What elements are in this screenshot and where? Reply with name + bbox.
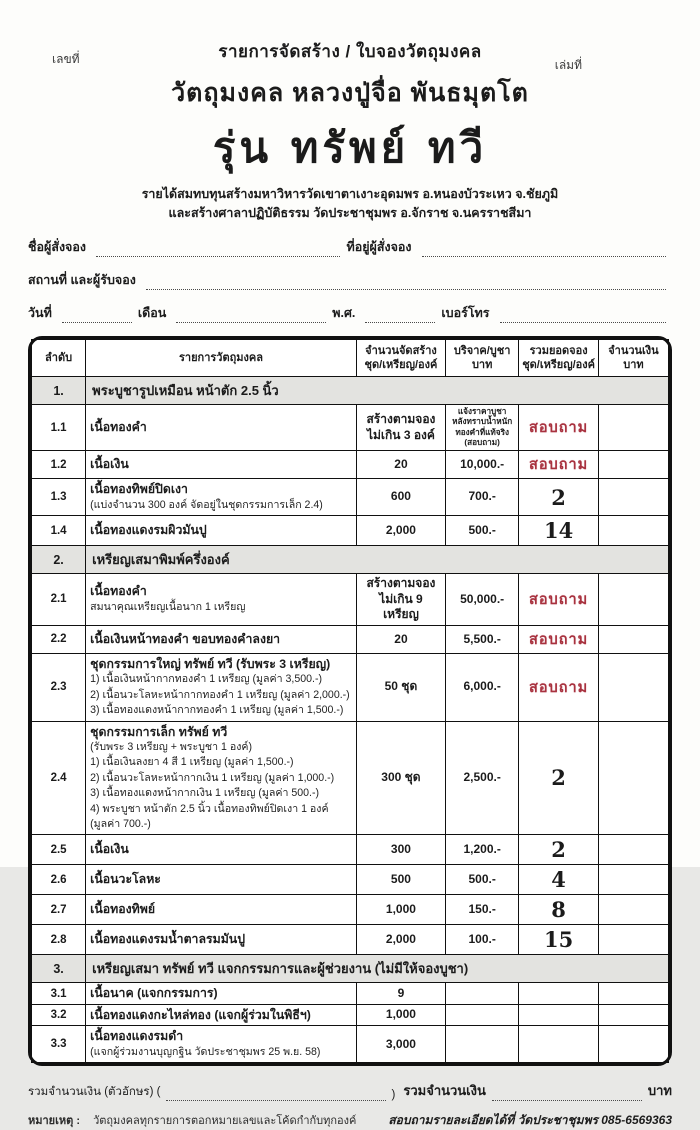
col-header-5: จำนวนเงิน บาท [598, 339, 668, 377]
item-row [32, 983, 669, 1005]
reserved-total-cell[interactable] [519, 451, 599, 479]
item-number: 2.8 [32, 925, 86, 955]
place-field[interactable] [146, 275, 666, 290]
quantity-made: 300 [356, 835, 445, 865]
amount-cell[interactable] [598, 983, 668, 1005]
order-table-body [32, 377, 669, 1063]
place-label: สถานที่ และผู้รับจอง [28, 272, 136, 287]
total-in-words-field[interactable] [166, 1088, 385, 1101]
section-number: 2. [32, 546, 86, 574]
quantity-made: 600 [356, 479, 445, 516]
quantity-made: สร้างตามจอง ไม่เกิน 3 องค์ [356, 405, 445, 451]
amount-cell[interactable] [598, 516, 668, 546]
header-row [32, 339, 669, 377]
quantity-made: 2,000 [356, 925, 445, 955]
item-row [32, 405, 669, 451]
orderer-name-field[interactable] [96, 242, 340, 257]
date-field[interactable] [62, 308, 132, 323]
item-number: 2.5 [32, 835, 86, 865]
item-row [32, 653, 669, 721]
reserved-total-cell[interactable] [519, 895, 599, 925]
total-line [28, 1080, 672, 1101]
col-header-1: รายการวัตถุมงคล [86, 339, 357, 377]
item-row [32, 451, 669, 479]
total-amount-label: รวมจำนวนเงิน [403, 1083, 486, 1099]
doc-number-label: เลขที่ [52, 52, 80, 66]
donation-price: 1,200.- [446, 835, 519, 865]
book-number-label: เล่มที่ [554, 58, 582, 72]
section-title: พระบูชารูปเหมือน หน้าตัก 2.5 นิ้ว [86, 377, 669, 405]
donation-price: 10,000.- [446, 451, 519, 479]
item-description: ชุดกรรมการเล็ก ทรัพย์ ทวี (รับพระ 3 เหรียญ + พระบูชา 1 องค์) 1) เนื้อเงินลงยา 4 สี 1 เหรียญ (มูลค่า 1,500.-) 2) เนื้อนวะโลหะหน้ากากเงิน 1 เหรียญ (มูลค่า 1,000.-) 3) เนื้อทองแดงหน้ากากเงิน 1 เหรียญ (มูลค่า 500.-) 4) พระบูชา หน้าตัก 2.5 นิ้ว เนื้อทองทิพย์ปิดเงา 1 องค์ (มูลค่า 700.-) [86, 721, 357, 835]
orderer-name-line [28, 237, 672, 257]
purpose-text [0, 185, 700, 223]
reserved-count-value: 2 [551, 484, 566, 510]
item-number: 3.2 [32, 1004, 86, 1026]
ask-price-stamp: สอบถาม [528, 679, 589, 696]
item-number: 1.4 [32, 516, 86, 546]
ask-price-stamp: สอบถาม [528, 591, 589, 608]
reserved-total-cell[interactable] [519, 721, 599, 835]
item-row [32, 574, 669, 626]
donation-price [446, 1004, 519, 1026]
edition-title: รุ่น ทรัพย์ ทวี [212, 123, 488, 172]
item-row [32, 625, 669, 653]
note-text: วัตถุมงคลทุกรายการตอกหมายเลขและโค้ดกำกับทุกองค์ [93, 1115, 357, 1128]
phone-field[interactable] [500, 308, 667, 323]
reserved-total-cell[interactable] [519, 574, 599, 626]
amount-cell[interactable] [598, 479, 668, 516]
reserved-count-value: 15 [543, 927, 574, 953]
donation-price: 50,000.- [446, 574, 519, 626]
section-title: เหรียญเสมาพิมพ์ครึ่งองค์ [86, 546, 669, 574]
order-table [31, 339, 669, 1064]
quantity-made: 1,000 [356, 1004, 445, 1026]
reserved-total-cell[interactable] [519, 835, 599, 865]
quantity-made: 50 ชุด [356, 653, 445, 721]
reserved-total-cell[interactable] [519, 479, 599, 516]
col-header-4: รวมยอดจอง ชุด/เหรียญ/องค์ [519, 339, 599, 377]
item-number: 3.3 [32, 1026, 86, 1063]
donation-price: 700.- [446, 479, 519, 516]
reserved-total-cell[interactable] [519, 1004, 599, 1026]
form-header [0, 0, 700, 223]
total-in-words-label: รวมจำนวนเงิน (ตัวอักษร) ( [28, 1086, 161, 1099]
amount-cell[interactable] [598, 653, 668, 721]
item-description: เนื้อนวะโลหะ [86, 865, 357, 895]
item-number: 2.6 [32, 865, 86, 895]
month-label: เดือน [137, 305, 167, 320]
quantity-made: 2,000 [356, 516, 445, 546]
quantity-made: สร้างตามจอง ไม่เกิน 9 เหรียญ [356, 574, 445, 626]
section-row [32, 377, 669, 405]
quantity-made: 20 [356, 625, 445, 653]
section-title: เหรียญเสมา ทรัพย์ ทวี แจกกรรมการและผู้ช่วยงาน (ไม่มีให้จองบูชา) [86, 955, 669, 983]
donation-price: 500.- [446, 865, 519, 895]
purpose-line-1: รายได้สมทบทุนสร้างมหาวิหารวัดเขาตาเงาะอุดมพร อ.หนองบัวระเหว จ.ชัยภูมิ [141, 187, 559, 201]
item-row [32, 479, 669, 516]
orderer-name-label: ชื่อผู้สั่งจอง [28, 239, 86, 254]
orderer-info-section [28, 237, 672, 323]
reserved-total-cell[interactable] [519, 653, 599, 721]
item-number: 2.1 [32, 574, 86, 626]
amount-cell[interactable] [598, 835, 668, 865]
quantity-made: 300 ชุด [356, 721, 445, 835]
section-row [32, 546, 669, 574]
reserved-count-value: 8 [551, 897, 566, 923]
reserved-total-cell[interactable] [519, 405, 599, 451]
quantity-made: 500 [356, 865, 445, 895]
reserved-total-cell[interactable] [519, 516, 599, 546]
note-label: หมายเหตุ : [28, 1115, 80, 1128]
amount-cell[interactable] [598, 1026, 668, 1063]
item-number: 2.7 [32, 895, 86, 925]
item-number: 1.1 [32, 405, 86, 451]
orderer-address-field[interactable] [422, 242, 666, 257]
year-label: พ.ศ. [332, 305, 356, 320]
total-amount-field[interactable] [492, 1088, 642, 1101]
item-description: เนื้อเงินหน้าทองคำ ขอบทองคำลงยา [86, 625, 357, 653]
donation-price: 500.- [446, 516, 519, 546]
item-row [32, 516, 669, 546]
amount-cell[interactable] [598, 1004, 668, 1026]
reserved-total-cell[interactable] [519, 865, 599, 895]
item-row [32, 925, 669, 955]
item-number: 2.3 [32, 653, 86, 721]
item-description: เนื้อทองแดงรมน้ำตาลรมมันปู [86, 925, 357, 955]
item-number: 2.2 [32, 625, 86, 653]
purpose-line-2: และสร้างศาลาปฏิบัติธรรม วัดประชาชุมพร อ.จักราช จ.นครราชสีมา [168, 205, 532, 220]
baht-label: บาท [647, 1083, 672, 1099]
donation-price [446, 1026, 519, 1063]
ask-price-stamp: สอบถาม [528, 631, 589, 648]
item-row [32, 835, 669, 865]
amount-cell[interactable] [598, 451, 668, 479]
item-number: 1.2 [32, 451, 86, 479]
reserved-count-value: 2 [551, 837, 566, 863]
item-row [32, 1026, 669, 1063]
item-row [32, 1004, 669, 1026]
note-line [28, 1111, 672, 1130]
item-number: 2.4 [32, 721, 86, 835]
ask-price-stamp: สอบถาม [528, 457, 589, 474]
total-in-words-close: ) [391, 1089, 396, 1102]
item-description: ชุดกรรมการใหญ่ ทรัพย์ ทวี (รับพระ 3 เหรียญ) 1) เนื้อเงินหน้ากากทองคำ 1 เหรียญ (มูลค่า 3,500.-) 2) เนื้อนวะโลหะหน้ากากทองคำ 1 เหรียญ (มูลค่า 2,000.-) 3) เนื้อทองแดงหน้ากากทองคำ 1 เหรียญ (มูลค่า 1,500.-) [86, 653, 357, 721]
order-table-wrap [28, 336, 672, 1067]
amount-cell[interactable] [598, 625, 668, 653]
reserved-total-cell[interactable] [519, 925, 599, 955]
donation-price [446, 983, 519, 1005]
section-row [32, 955, 669, 983]
item-description: เนื้อทองแดงกะไหล่ทอง (แจกผู้ร่วมในพิธีฯ) [86, 1004, 357, 1026]
reserved-total-cell[interactable] [519, 625, 599, 653]
date-label: วันที่ [28, 305, 52, 320]
contact-info: สอบถามรายละเอียดได้ที่ วัดประชาชุมพร 085-6569363 [388, 1113, 672, 1128]
donation-price: 5,500.- [446, 625, 519, 653]
donation-price: 6,000.- [446, 653, 519, 721]
ask-price-stamp: สอบถาม [528, 420, 589, 437]
date-line [28, 303, 672, 323]
section-number: 1. [32, 377, 86, 405]
col-header-3: บริจาค/บูชา บาท [446, 339, 519, 377]
donation-price: 150.- [446, 895, 519, 925]
orderer-address-label: ที่อยู่ผู้สั่งจอง [346, 239, 412, 254]
month-field[interactable] [176, 308, 326, 323]
item-number: 1.3 [32, 479, 86, 516]
item-description: เนื้อทองแดงรมดำ (แจกผู้ร่วมงานบุญกฐิน วัดประชาชุมพร 25 พ.ย. 58) [86, 1026, 357, 1063]
reserved-count-value: 4 [551, 867, 566, 893]
temple-title: วัตถุมงคล หลวงปู่จื่อ พันธมุตโต [171, 79, 529, 107]
col-header-0: ลำดับ [32, 339, 86, 377]
donation-price: แจ้งราคาบูชา หลังทราบน้ำหนัก ทองคำที่แท้จริง (สอบถาม) [446, 405, 519, 451]
item-description: เนื้อนาค (แจกกรรมการ) [86, 983, 357, 1005]
order-table-head [32, 339, 669, 377]
reserved-total-cell[interactable] [519, 1026, 599, 1063]
item-row [32, 721, 669, 835]
donation-price: 2,500.- [446, 721, 519, 835]
note-text-block [28, 1111, 356, 1129]
quantity-made: 1,000 [356, 895, 445, 925]
item-description: เนื้อทองทิพย์ปิดเงา (แบ่งจำนวน 300 องค์ จัดอยู่ในชุดกรรมการเล็ก 2.4) [86, 479, 357, 516]
item-row [32, 895, 669, 925]
col-header-2: จำนวนจัดสร้าง ชุด/เหรียญ/องค์ [356, 339, 445, 377]
amount-cell[interactable] [598, 865, 668, 895]
item-description: เนื้อทองคำ [86, 405, 357, 451]
amount-cell[interactable] [598, 895, 668, 925]
reserved-total-cell[interactable] [519, 983, 599, 1005]
amount-cell[interactable] [598, 721, 668, 835]
year-field[interactable] [365, 308, 435, 323]
item-description: เนื้อเงิน [86, 451, 357, 479]
form-footer [28, 1080, 672, 1130]
reserved-count-value: 14 [543, 518, 574, 544]
item-description: เนื้อทองทิพย์ [86, 895, 357, 925]
item-row [32, 865, 669, 895]
amount-cell[interactable] [598, 925, 668, 955]
item-description: เนื้อเงิน [86, 835, 357, 865]
donation-price: 100.- [446, 925, 519, 955]
item-number: 3.1 [32, 983, 86, 1005]
quantity-made: 20 [356, 451, 445, 479]
amount-cell[interactable] [598, 405, 668, 451]
place-line [28, 270, 672, 290]
phone-label: เบอร์โทร [441, 305, 490, 320]
item-description: เนื้อทองแดงรมผิวมันปู [86, 516, 357, 546]
quantity-made: 3,000 [356, 1026, 445, 1063]
item-description: เนื้อทองคำ สมนาคุณเหรียญเนื้อนาก 1 เหรียญ [86, 574, 357, 626]
section-number: 3. [32, 955, 86, 983]
quantity-made: 9 [356, 983, 445, 1005]
amount-cell[interactable] [598, 574, 668, 626]
reserved-count-value: 2 [551, 765, 566, 791]
form-title: รายการจัดสร้าง / ใบจองวัตถุมงคล [218, 42, 482, 61]
